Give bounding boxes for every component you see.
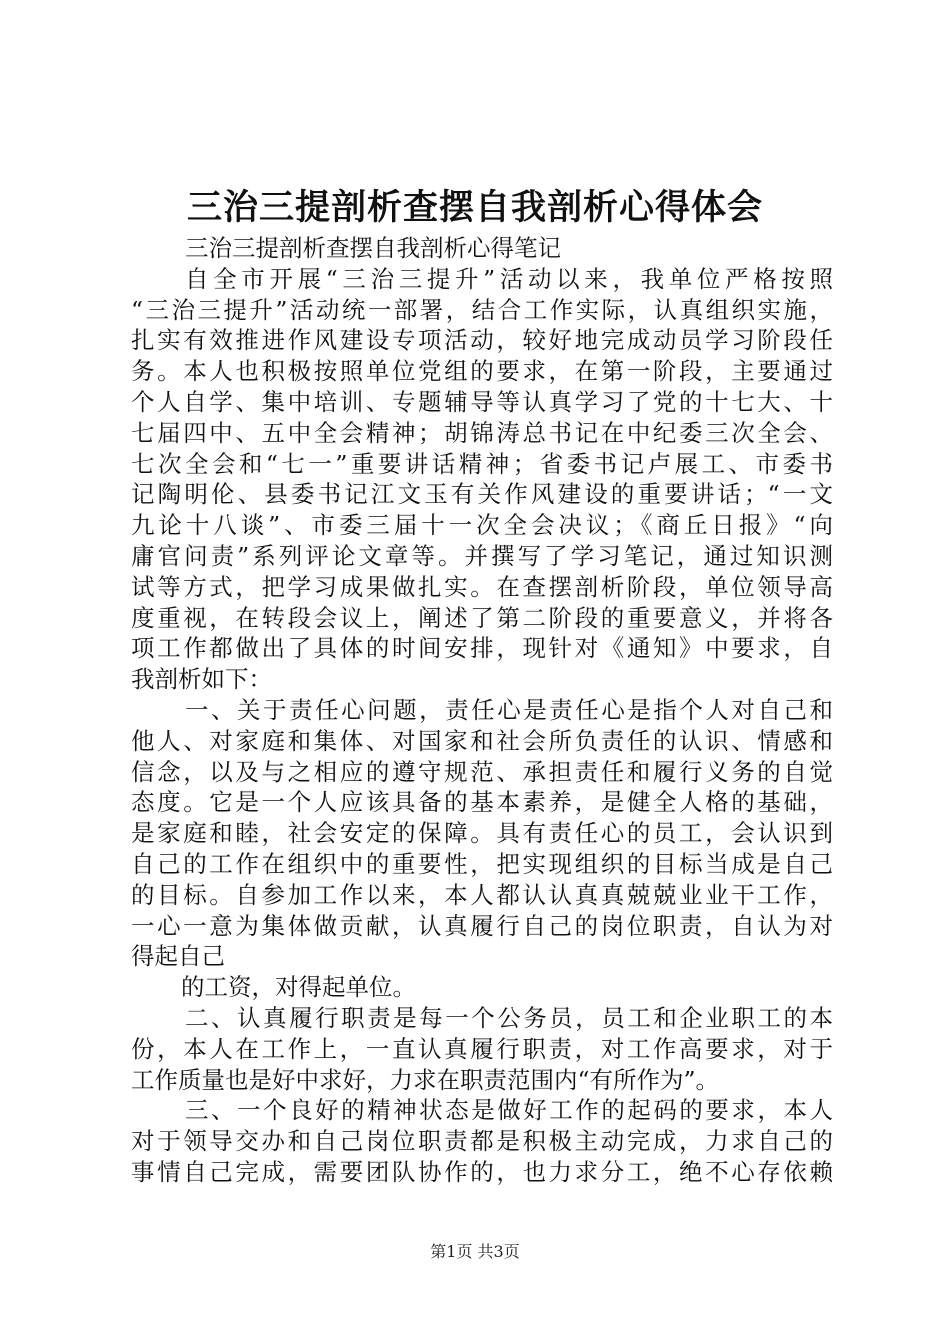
body-text-line: 份，本人在工作上，一直认真履行职责，对工作高要求，对于 [131,1034,833,1063]
body-text-line: 三治三提剖析查摆自我剖析心得笔记 [185,234,561,262]
body-text-line: “三治三提升”活动统一部署，结合工作实际，认真组织实施， [131,295,833,324]
document-body [131,233,833,1188]
body-text-line: 事情自己完成，需要团队协作的，也力求分工，绝不心存依赖 [131,1157,833,1186]
body-text-line: 工作质量也是好中求好，力求在职责范围内“有所作为”。 [131,1065,720,1094]
body-text-line: 庸官问责”系列评论文章等。并撰写了学习笔记，通过知识测 [131,541,833,570]
body-text-line: 三、一个良好的精神状态是做好工作的起码的要求，本人 [185,1096,833,1125]
body-text-line: 自全市开展“三治三提升”活动以来，我单位严格按照 [185,264,833,293]
document-title: 三治三提剖析查摆自我剖析心得体会 [186,187,763,228]
page-footer: 第1页 共3页 [430,1242,520,1261]
body-text-line: 他人、对家庭和集体、对国家和社会所负责任的认识、情感和 [131,726,833,755]
body-text-line: 试等方式，把学习成果做扎实。在查摆剖析阶段，单位领导高 [131,572,833,601]
body-text-line: 的工资，对得起单位。 [181,973,416,1002]
body-text-line: 度重视，在转段会议上，阐述了第二阶段的重要意义，并将各 [131,603,833,632]
body-text-line: 是家庭和睦，社会安定的保障。具有责任心的员工，会认识到 [131,819,833,848]
body-text-line: 对于领导交办和自己岗位职责都是积极主动完成，力求自己的 [131,1127,833,1156]
body-text-line: 一心一意为集体做贡献，认真履行自己的岗位职责，自认为对 [131,911,833,940]
body-text-line: 得起自己 [131,942,225,971]
body-text-line: 一、关于责任心问题，责任心是责任心是指个人对自己和 [185,695,833,724]
body-text-line: 信念，以及与之相应的遵守规范、承担责任和履行义务的自觉 [131,757,833,786]
body-text-line: 务。本人也积极按照单位党组的要求，在第一阶段，主要通过 [131,357,833,386]
body-text-line: 态度。它是一个人应该具备的基本素养，是健全人格的基础， [131,788,833,817]
body-text-line: 个人自学、集中培训、专题辅导等认真学习了党的十七大、十 [131,387,833,416]
body-text-line: 记陶明伦、县委书记江文玉有关作风建设的重要讲话；“一文 [131,480,833,509]
body-text-line: 二、认真履行职责是每一个公务员，员工和企业职工的本 [185,1003,833,1032]
body-text-line: 的目标。自参加工作以来，本人都认认真真兢兢业业干工作， [131,880,833,909]
body-text-line: 七届四中、五中全会精神；胡锦涛总书记在中纪委三次全会、 [131,418,833,447]
body-text-line: 我剖析如下： [131,665,272,694]
body-text-line: 扎实有效推进作风建设专项活动，较好地完成动员学习阶段任 [131,326,833,355]
body-text-line: 项工作都做出了具体的时间安排，现针对《通知》中要求，自 [131,634,833,663]
body-text-line: 九论十八谈”、市委三届十一次全会决议；《商丘日报》“向 [131,511,833,540]
body-text-line: 自己的工作在组织中的重要性，把实现组织的目标当成是自己 [131,849,833,878]
body-text-line: 七次全会和“七一”重要讲话精神；省委书记卢展工、市委书 [131,449,833,478]
